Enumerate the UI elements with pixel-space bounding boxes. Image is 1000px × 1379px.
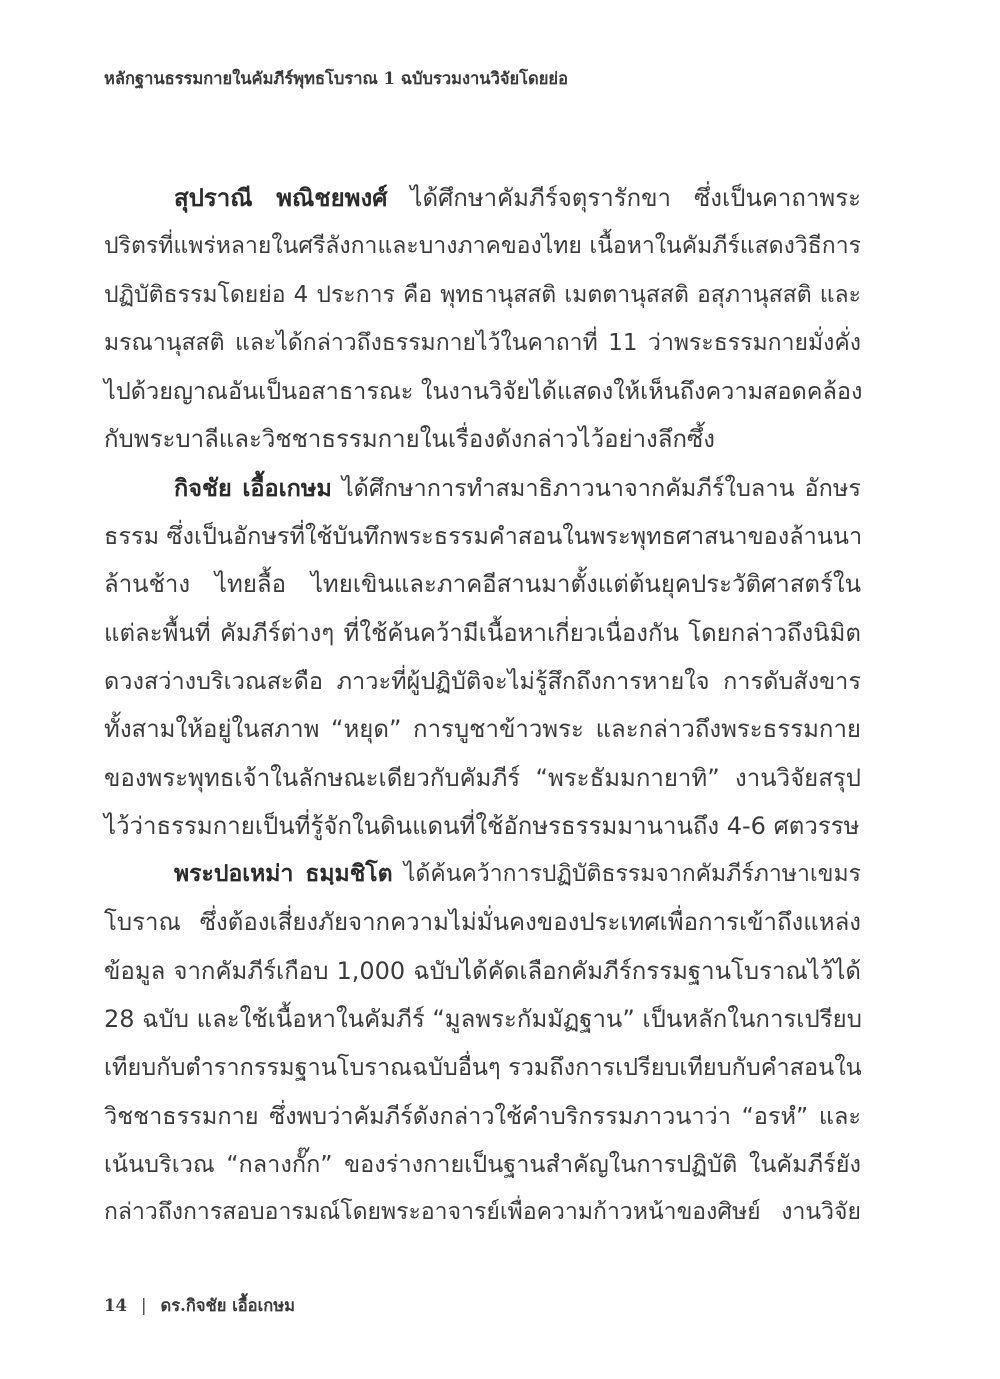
paragraph-line: ทั้งสามให้อยู่ในสภาพ “หยุด” การบูชาข้าวพระ และกล่าวถึงพระธรรมกาย — [104, 715, 861, 744]
paragraph-line: กับพระบาลีและวิชชาธรรมกายในเรื่องดังกล่าวไว้อย่างลึกซึ้ง — [104, 425, 716, 454]
footer-separator: | — [140, 1296, 147, 1315]
paragraph-line: เทียบกับตำรากรรมฐานโบราณฉบับอื่นๆ รวมถึงการเปรียบเทียบกับคำสอนใน — [104, 1053, 862, 1082]
paragraph-line: 28 ฉบับ และใช้เนื้อหาในคัมภีร์ “มูลพระกัมมัฏฐาน” เป็นหลักในการเปรียบ — [104, 1005, 862, 1034]
body-text — [104, 174, 861, 1237]
line-text: ได้ศึกษาคัมภีร์จตุรารักขา ซึ่งเป็นคาถาพระ — [387, 184, 861, 212]
paragraph-line: วิชชาธรรมกาย ซึ่งพบว่าคัมภีร์ดังกล่าวใช้คำบริกรรมภาวนาว่า “อรหํ” และ — [104, 1101, 861, 1130]
paragraph-line: ดวงสว่างบริเวณสะดือ ภาวะที่ผู้ปฏิบัติจะไม่รู้สึกถึงการหายใจ การดับสังขาร — [104, 666, 861, 695]
page-footer — [104, 1293, 295, 1319]
running-head: หลักฐานธรรมกายในคัมภีร์พุทธโบราณ 1 ฉบับรวมงานวิจัยโดยย่อ — [104, 69, 568, 88]
author-name: พระปอเหม่า ธมฺมชิโต — [174, 861, 393, 888]
paragraph-line — [104, 850, 861, 898]
paragraph-line: แต่ละพื้นที่ คัมภีร์ต่างๆ ที่ใช้ค้นคว้ามีเนื้อหาเกี่ยวเนื่องกัน โดยกล่าวถึงนิมิต — [104, 618, 861, 647]
paragraph-kitchai — [104, 464, 861, 850]
paragraph-phra-pomao — [104, 850, 861, 1236]
paragraph-line: ไปด้วยญาณอันเป็นอสาธารณะ ในงานวิจัยได้แสดงให้เห็นถึงความสอดคล้อง — [104, 377, 863, 406]
paragraph-line: ธรรม ซึ่งเป็นอักษรที่ใช้บันทึกพระธรรมคำสอนในพระพุทธศาสนาของล้านนา — [104, 522, 863, 551]
line-text: ได้ศึกษาการทำสมาธิภาวนาจากคัมภีร์ใบลาน อักษร — [331, 473, 861, 502]
line-text: ได้ค้นคว้าการปฏิบัติธรรมจากคัมภีร์ภาษาเขมร — [392, 861, 861, 888]
paragraph-line: เน้นบริเวณ “กลางกั๊ก” ของร่างกายเป็นฐานสำคัญในการปฏิบัติ ในคัมภีร์ยัง — [104, 1149, 861, 1178]
paragraph-line: โบราณ ซึ่งต้องเสี่ยงภัยจากความไม่มั่นคงของประเทศเพื่อการเข้าถึงแหล่ง — [104, 908, 861, 937]
paragraph-line: ของพระพุทธเจ้าในลักษณะเดียวกับคัมภีร์ “พระธัมมกายาทิ” งานวิจัยสรุป — [104, 763, 861, 792]
author-name: กิจชัย เอื้อเกษม — [174, 473, 332, 502]
paragraph-line — [104, 174, 861, 222]
paragraph-line — [104, 464, 861, 512]
paragraph-line: ปฏิบัติธรรมโดยย่อ 4 ประการ คือ พุทธานุสสติ เมตตานุสสติ อสุภานุสสติ และ — [104, 281, 861, 308]
paragraph-line: ข้อมูล จากคัมภีร์เกือบ 1,000 ฉบับได้คัดเลือกคัมภีร์กรรมฐานโบราณไว้ได้ — [104, 956, 861, 985]
paragraph-line: ไว้ว่าธรรมกายเป็นที่รู้จักในดินแดนที่ใช้อักษรธรรมมานานถึง 4-6 ศตวรรษ — [104, 811, 860, 840]
paragraph-supranee — [104, 174, 861, 464]
paragraph-line: กล่าวถึงการสอบอารมณ์โดยพระอาจารย์เพื่อความก้าวหน้าของศิษย์ งานวิจัย — [104, 1199, 861, 1226]
page-number: 14 — [104, 1296, 127, 1315]
paragraph-line: ล้านช้าง ไทยลื้อ ไทยเขินและภาคอีสานมาตั้งแต่ต้นยุคประวัติศาสตร์ใน — [104, 570, 861, 599]
paragraph-line: มรณานุสสติ และได้กล่าวถึงธรรมกายไว้ในคาถาที่ 11 ว่าพระธรรมกายมั่งคั่ง — [104, 329, 861, 356]
footer-author: ดร.กิจชัย เอื้อเกษม — [160, 1296, 295, 1315]
paragraph-line: ปริตรที่แพร่หลายในศรีลังกาและบางภาคของไทย เนื้อหาในคัมภีร์แสดงวิธีการ — [104, 233, 861, 260]
author-name: สุปราณี พณิชยพงศ์ — [174, 184, 388, 212]
